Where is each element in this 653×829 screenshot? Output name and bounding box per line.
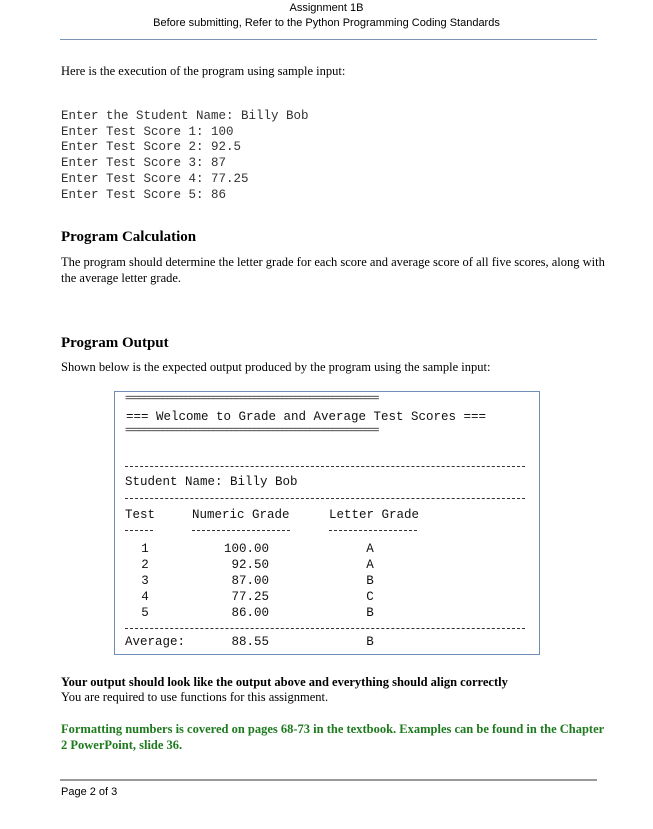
row-test: 1 bbox=[141, 542, 149, 556]
column-header-test: Test bbox=[125, 508, 156, 522]
row-numeric: 100.00 bbox=[223, 542, 269, 556]
intro-text: Here is the execution of the program using sample input: bbox=[61, 64, 346, 78]
functions-note: You are required to use functions for this assignment. bbox=[61, 690, 329, 704]
average-value: 88.55 bbox=[231, 635, 269, 649]
row-letter: A bbox=[366, 542, 374, 556]
column-underline-numeric bbox=[192, 530, 290, 531]
row-letter: A bbox=[366, 558, 374, 572]
student-name-label: Student Name: Billy Bob bbox=[125, 475, 298, 489]
alignment-note: Your output should look like the output above and everything should align correctly bbox=[61, 675, 508, 689]
row-test: 2 bbox=[141, 558, 149, 572]
header-title: Assignment 1B bbox=[289, 2, 364, 14]
column-underline-test bbox=[125, 530, 153, 531]
row-letter: C bbox=[366, 590, 374, 604]
average-letter: B bbox=[366, 635, 374, 649]
divider-dashed bbox=[125, 628, 525, 629]
sample-input-line: Enter Test Score 5: 86 bbox=[61, 187, 227, 202]
row-test: 4 bbox=[141, 590, 149, 604]
equals-line-bottom: ======================================================= bbox=[125, 426, 379, 437]
output-text: Shown below is the expected output produced by the program using the sample input: bbox=[61, 360, 491, 374]
sample-input-line: Enter the Student Name: Billy Bob bbox=[61, 108, 309, 123]
row-numeric: 77.25 bbox=[231, 590, 269, 604]
row-test: 5 bbox=[141, 606, 149, 620]
sample-input-block bbox=[61, 93, 309, 219]
header-subtitle: Before submitting, Refer to the Python Programming Coding Standards bbox=[153, 17, 500, 29]
row-letter: B bbox=[366, 606, 374, 620]
output-heading: Program Output bbox=[61, 335, 169, 351]
column-header-numeric: Numeric Grade bbox=[192, 508, 290, 522]
row-test: 3 bbox=[141, 574, 149, 588]
row-letter: B bbox=[366, 574, 374, 588]
welcome-banner: === Welcome to Grade and Average Test Scores === bbox=[126, 410, 487, 424]
divider-dashed bbox=[125, 466, 525, 467]
column-underline-letter bbox=[329, 530, 417, 531]
sample-input-line: Enter Test Score 1: 100 bbox=[61, 124, 234, 139]
footer-divider bbox=[60, 779, 597, 781]
header-divider bbox=[60, 39, 597, 40]
formatting-note: Formatting numbers is covered on pages 68-73 in the textbook. Examples can be found in the Chapter 2 PowerPoint, slide 36. bbox=[61, 722, 604, 752]
calculation-heading: Program Calculation bbox=[61, 229, 197, 245]
equals-line-top: ======================================================= bbox=[125, 394, 379, 405]
row-numeric: 92.50 bbox=[231, 558, 269, 572]
divider-dashed bbox=[125, 498, 525, 499]
page-number: Page 2 of 3 bbox=[61, 786, 118, 798]
sample-input-line: Enter Test Score 3: 87 bbox=[61, 156, 227, 171]
average-label: Average: bbox=[125, 635, 186, 649]
row-numeric: 86.00 bbox=[231, 606, 269, 620]
sample-input-line: Enter Test Score 2: 92.5 bbox=[61, 140, 242, 155]
sample-input-line: Enter Test Score 4: 77.25 bbox=[61, 171, 249, 186]
program-output-box bbox=[114, 391, 540, 655]
column-header-letter: Letter Grade bbox=[329, 508, 420, 522]
calculation-text: The program should determine the letter grade for each score and average score of all five scores, along with the average letter grade. bbox=[61, 255, 605, 285]
row-numeric: 87.00 bbox=[231, 574, 269, 588]
